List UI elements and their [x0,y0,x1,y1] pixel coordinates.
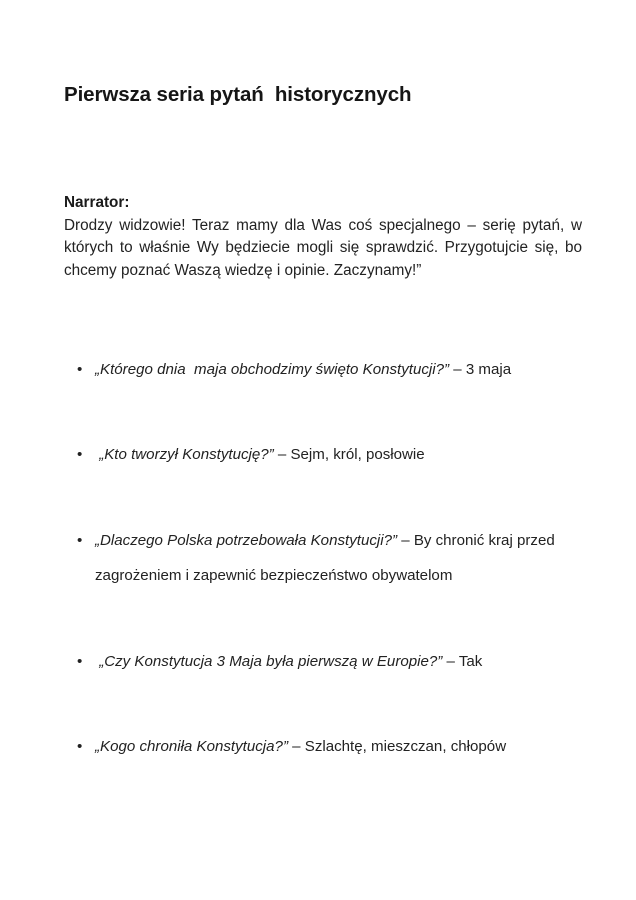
question-text: „Którego dnia maja obchodzimy święto Konstytucji?” [95,361,450,378]
bullet-icon: • [77,446,83,464]
answer-text: – Tak [442,652,483,670]
question-text: „Kto tworzył Konstytucję?” [99,446,274,464]
bullet-icon: • [77,361,83,378]
bullet-icon: • [77,531,83,549]
answer-text: – Szlachtę, mieszczan, chłopów [287,738,507,756]
question-answer-text [95,437,586,472]
list-item [64,523,586,594]
page-title: Pierwsza seria pytań historycznych [64,82,412,106]
question-text: „Kogo chroniła Konstytucja?” [95,738,288,756]
answer-text: – Sejm, król, posłowie [273,446,425,464]
list-item [64,729,586,764]
question-answer-text [95,644,586,679]
question-text: „Czy Konstytucja 3 Maja była pierwszą w Europie?” [99,652,443,670]
list-item [64,437,586,472]
narrator-label: Narrator: [64,194,130,211]
list-item [64,352,586,387]
bullet-icon: • [77,652,83,670]
question-text: „Dlaczego Polska potrzebowała Konstytucji?” [95,531,398,549]
question-answer-text [95,352,586,387]
answer-text: – 3 maja [449,361,512,378]
list-item [64,644,586,679]
question-list [64,352,586,765]
narrator-paragraph: Drodzy widzowie! Teraz mamy dla Was coś specjalnego – serię pytań, w których to właśnie Wy będziecie mogli się sprawdzić. Przygotujcie się, bo chcemy poznać Waszą wiedzę i opinie. Zaczynamy!” [64,216,587,279]
bullet-icon: • [77,738,83,756]
answer-text: – By chronić kraj przed zagrożeniem i zapewnić bezpieczeństwo obywatelom [95,531,559,585]
question-answer-text [95,729,586,764]
question-answer-text [95,523,586,594]
narrator-section [64,192,587,283]
